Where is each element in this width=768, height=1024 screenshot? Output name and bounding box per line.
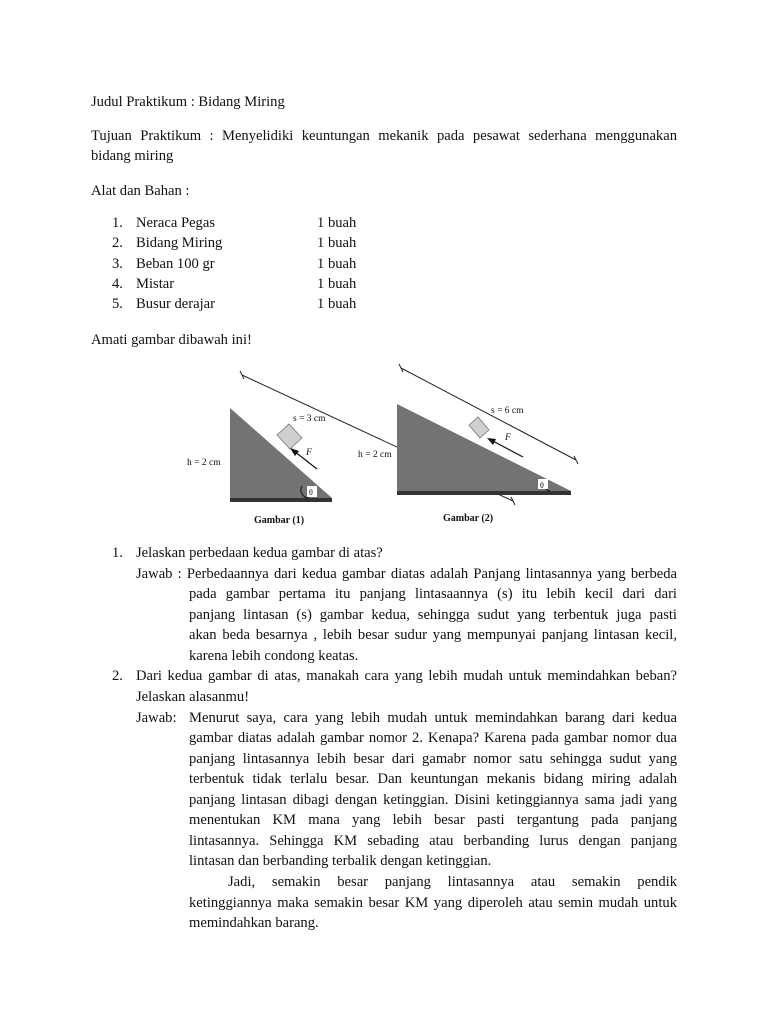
inclined-plane-figures bbox=[178, 358, 586, 532]
q1-answer-line: pada gambar pertama itu panjang lintasaannya (s) itu lebih kecil dari dari bbox=[189, 586, 677, 602]
incline-triangle bbox=[397, 404, 571, 491]
material-name: Neraca Pegas bbox=[136, 215, 216, 231]
aim-line-2: bidang miring bbox=[91, 148, 174, 164]
material-name: Beban 100 gr bbox=[136, 256, 215, 272]
q2-conclusion-line: ketinggiannya maka semakin besar KM yang diperoleh atau semin mudah untuk bbox=[189, 895, 677, 911]
q2-answer-line: terbentuk tidak terlalu besar. Dan keuntungan mekanis bidang miring adalah bbox=[189, 771, 677, 787]
material-qty: 1 buah bbox=[317, 215, 357, 231]
q2-answer-line: lintasannya. Sehingga KM sebading atau berbanding lurus dengan panjang bbox=[189, 833, 677, 849]
q2-answer-line: panjang lintasannya lebih besar dari gamabr nomor satu sehingga sudut yang bbox=[189, 751, 677, 767]
q1-answer-line: panjang lintasan (s) gambar kedua, sehingga sudut yang terbentuk juga pasti bbox=[189, 607, 677, 623]
load-block bbox=[277, 424, 302, 449]
q1-answer-line: Jawab : Perbedaannya dari kedua gambar diatas adalah Panjang lintasannya yang berbeda bbox=[136, 566, 677, 582]
q2-conclusion-line: memindahkan barang. bbox=[189, 915, 319, 931]
q2-conclusion-line: Jadi, semakin besar panjang lintasannya atau semakin pendik bbox=[228, 874, 677, 890]
caption: Gambar (1) bbox=[254, 515, 305, 526]
material-name: Busur derajar bbox=[136, 296, 216, 312]
material-num: 4. bbox=[112, 276, 123, 292]
q2-question-line: Jelaskan alasanmu! bbox=[136, 689, 250, 705]
material-num: 1. bbox=[112, 215, 123, 231]
q2-answer-line: Menurut saya, cara yang lebih mudah untuk memindahkan barang dari kedua bbox=[189, 710, 677, 726]
s-label: s = 3 cm bbox=[293, 414, 326, 424]
material-num: 2. bbox=[112, 235, 123, 251]
q2-question-line: Dari kedua gambar di atas, manakah cara yang lebih mudah untuk memindahkan beban? bbox=[136, 668, 677, 684]
f-label: F bbox=[505, 433, 511, 443]
h-label: h = 2 cm bbox=[358, 450, 392, 460]
material-qty: 1 buah bbox=[317, 276, 357, 292]
theta-label: θ bbox=[540, 481, 544, 490]
q2-answer-line: menentukan KM mana yang lebih besar pasti tergantung pada panjang bbox=[189, 812, 677, 828]
q2-number: 2. bbox=[112, 668, 123, 684]
q2-answer-label: Jawab: bbox=[136, 710, 177, 726]
caption: Gambar (2) bbox=[443, 513, 494, 524]
material-qty: 1 buah bbox=[317, 296, 357, 312]
q2-answer-line: gambar diatas adalah gambar nomor 2. Kenapa? Karena pada gambar nomor dua bbox=[189, 730, 677, 746]
q2-answer-line: lintasan dan berbanding terbalik dengan ketinggian. bbox=[189, 853, 492, 869]
incline-base bbox=[397, 491, 571, 495]
title-line: Judul Praktikum : Bidang Miring bbox=[91, 94, 285, 110]
materials-heading: Alat dan Bahan : bbox=[91, 183, 190, 199]
f-label: F bbox=[306, 448, 312, 458]
theta-label: θ bbox=[309, 488, 313, 497]
material-name: Bidang Miring bbox=[136, 235, 223, 251]
q2-answer-line: panjang lintasan dibagi dengan ketinggian. Disini ketinggiannya sama jadi yang bbox=[189, 792, 677, 808]
material-qty: 1 buah bbox=[317, 235, 357, 251]
material-num: 3. bbox=[112, 256, 123, 272]
load-block bbox=[469, 417, 489, 438]
incline-base bbox=[230, 498, 332, 502]
s-label: s = 6 cm bbox=[491, 406, 524, 416]
q1-number: 1. bbox=[112, 545, 123, 561]
material-qty: 1 buah bbox=[317, 256, 357, 272]
q1-answer-line: akan beda besarnya , lebih besar sudur yang mempunyai panjang lintasan kecil, bbox=[189, 627, 677, 643]
q1-question: Jelaskan perbedaan kedua gambar di atas? bbox=[136, 545, 383, 561]
aim-line-1: Tujuan Praktikum : Menyelidiki keuntungan mekanik pada pesawat sederhana menggunakan bbox=[91, 128, 677, 144]
material-name: Mistar bbox=[136, 276, 175, 292]
q1-answer-line: karena lebih condong keatas. bbox=[189, 648, 359, 664]
h-label: h = 2 cm bbox=[187, 458, 221, 468]
material-num: 5. bbox=[112, 296, 123, 312]
observe-line: Amati gambar dibawah ini! bbox=[91, 332, 252, 348]
